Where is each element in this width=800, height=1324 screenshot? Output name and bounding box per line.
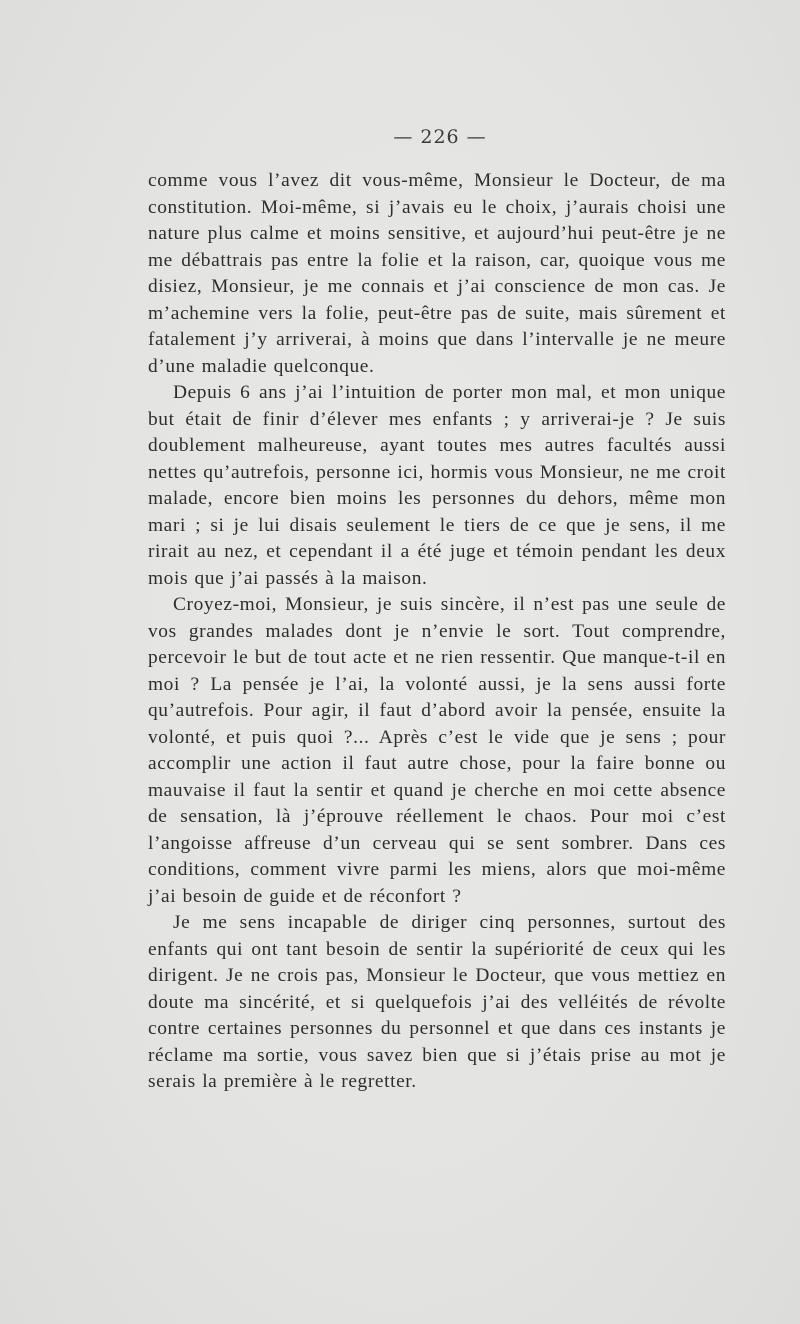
paragraph: Croyez-moi, Monsieur, je suis sincère, il n’est pas une seule de vos grandes malades dont je n’envie le sort. Tout comprendre, percevoir le but de tout acte et ne rien ressentir. Que manque-t-il en moi ? La pensée je l’ai, la volonté aussi, je la sens aussi forte qu’autrefois. Pour agir, il faut d’abord avoir la pensée, ensuite la volonté, et puis quoi ?... Après c’est le vide que je sens ; pour accomplir une action il faut autre chose, pour la faire bonne ou mauvaise il faut la sentir et quand je cherche en moi cette absence de sensation, là j’éprouve réellement le chaos. Pour moi c’est l’angoisse affreuse d’un cerveau qui se sent sombrer. Dans ces conditions, comment vivre parmi les miens, alors que moi-même j’ai besoin de guide et de réconfort ?: [148, 594, 726, 907]
page-number: — 226 —: [393, 126, 487, 148]
body-text: [148, 168, 726, 1096]
paragraph: Depuis 6 ans j’ai l’intuition de porter mon mal, et mon unique but était de finir d’élever mes enfants ; y arriverai-je ? Je suis doublement malheureuse, ayant toutes mes autres facultés aussi nettes qu’autrefois, personne ici, hormis vous Monsieur, ne me croit malade, encore bien moins les personnes du dehors, même mon mari ; si je lui disais seulement le tiers de ce que je sens, il me rirait au nez, et cependant il a été juge et témoin pendant les deux mois que j’ai passés à la maison.: [148, 382, 726, 589]
paragraph: comme vous l’avez dit vous-même, Monsieur le Docteur, de ma constitution. Moi-même, si j’avais eu le choix, j’aurais choisi une nature plus calme et moins sensitive, et aujourd’hui peut-être je ne me débattrais pas entre la folie et la raison, car, quoique vous me disiez, Monsieur, je me connais et j’ai conscience de mon cas. Je m’achemine vers la folie, peut-être pas de suite, mais sûrement et fatalement j’y arriverai, à moins que dans l’intervalle je ne meure d’une maladie quelconque.: [148, 170, 726, 377]
paragraph: Je me sens incapable de diriger cinq personnes, surtout des enfants qui ont tant besoin de sentir la supériorité de ceux qui les dirigent. Je ne crois pas, Monsieur le Docteur, que vous mettiez en doute ma sincérité, et si quelquefois j’ai des velléités de révolte contre certaines personnes du personnel et que dans ces instants je réclame ma sortie, vous savez bien que si j’étais prise au mot je serais la première à le regretter.: [148, 912, 726, 1092]
